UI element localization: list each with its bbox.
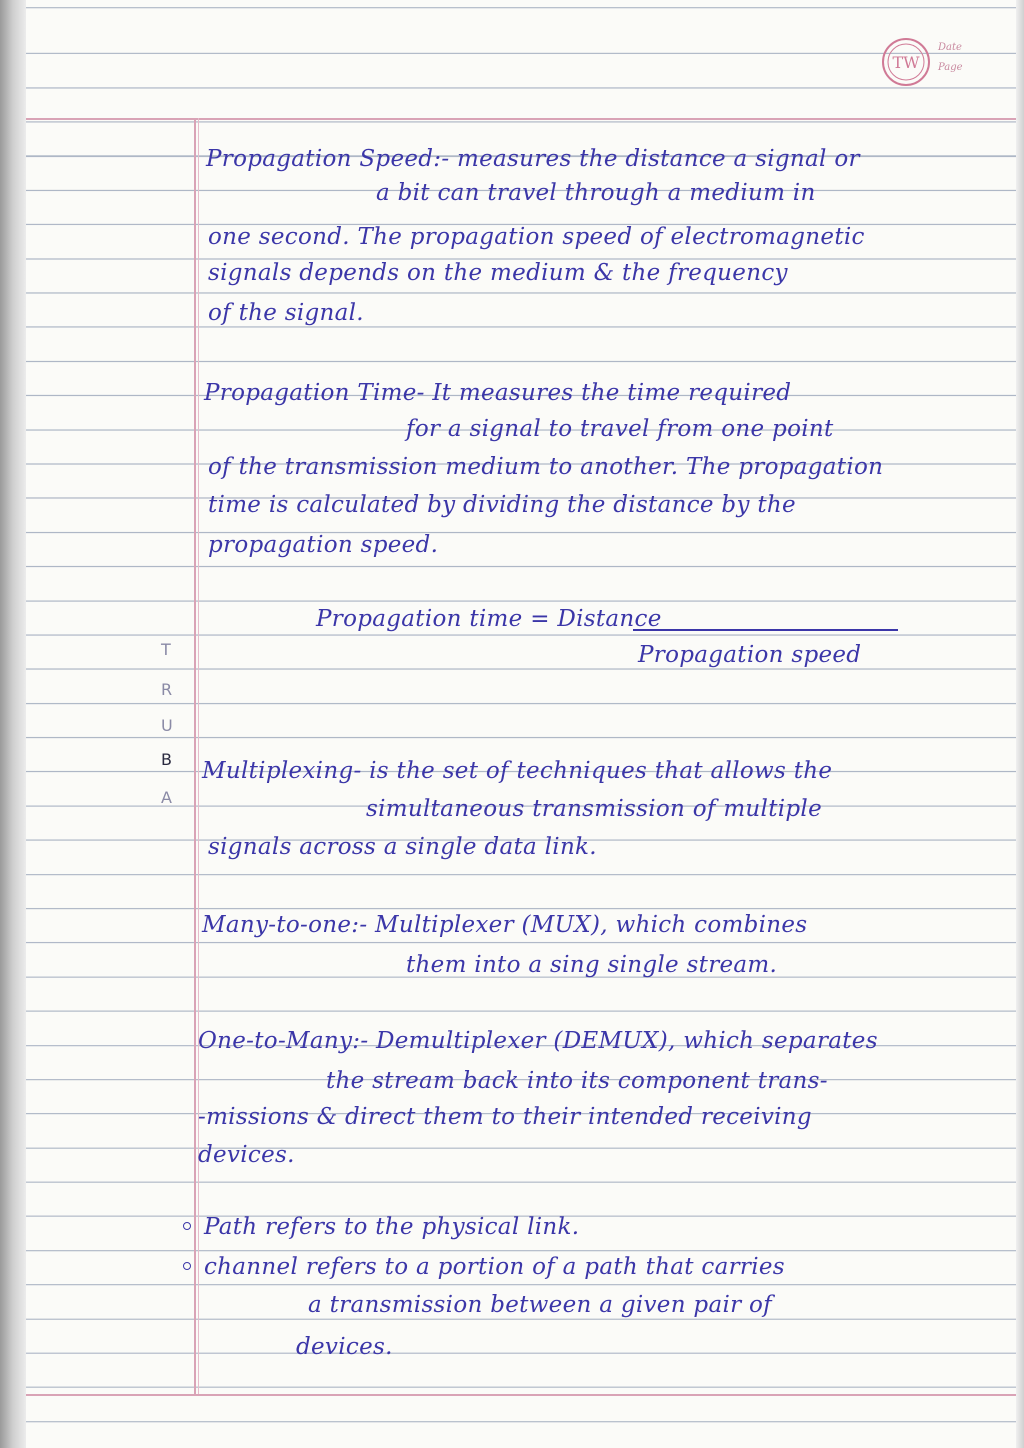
brand-logo [880,36,932,88]
margin-rule [194,118,196,1394]
notebook-page [26,0,1020,1448]
note-line: the stream back into its component trans- [326,1068,828,1094]
margin-letter: U [161,716,173,735]
note-line: Multiplexing- is the set of techniques that allows the [202,758,833,784]
bullet-marker [183,1222,191,1230]
note-line: for a signal to travel from one point [406,416,834,442]
note-line: Propagation Time- It measures the time required [204,380,792,406]
bullet-text: Path refers to the physical link. [204,1214,580,1240]
page-label: Page [938,62,963,73]
header-rule [26,118,1020,120]
note-line: time is calculated by dividing the distance by the [208,492,796,518]
note-line: devices. [198,1142,295,1168]
margin-letter: B [161,750,172,769]
note-line: a bit can travel through a medium in [376,180,816,206]
note-line: propagation speed. [208,532,439,558]
note-line: one second. The propagation speed of electromagnetic [208,224,865,250]
note-line: Many-to-one:- Multiplexer (MUX), which combines [202,912,808,938]
note-line: signals depends on the medium & the frequency [208,260,788,286]
margin-letter: T [161,640,171,659]
bullet-text: devices. [296,1334,393,1360]
margin-rule-inner [198,118,199,1394]
note-line: of the signal. [208,300,364,326]
notebook-binding [0,0,26,1448]
note-line: -missions & direct them to their intended receiving [198,1104,812,1130]
note-line: of the transmission medium to another. The propagation [208,454,884,480]
margin-letter: A [161,788,172,807]
bullet-text: a transmission between a given pair of [308,1292,772,1318]
date-label: Date [938,42,962,53]
note-line: simultaneous transmission of multiple [366,796,822,822]
note-line: signals across a single data link. [208,834,597,860]
bullet-text: channel refers to a portion of a path that carries [204,1254,785,1280]
bullet-marker [183,1262,191,1270]
page-edge [1016,0,1024,1448]
fraction-bar [633,629,898,631]
note-line: them into a sing single stream. [406,952,778,978]
margin-letter: R [161,680,173,699]
svg-text:TW: TW [892,53,920,72]
note-line: One-to-Many:- Demultiplexer (DEMUX), which separates [198,1028,878,1054]
formula-numerator: Propagation time = Distance [316,606,662,632]
formula-denominator: Propagation speed [638,642,862,668]
footer-rule [26,1394,1020,1396]
note-line: Propagation Speed:- measures the distance a signal or [206,146,860,172]
